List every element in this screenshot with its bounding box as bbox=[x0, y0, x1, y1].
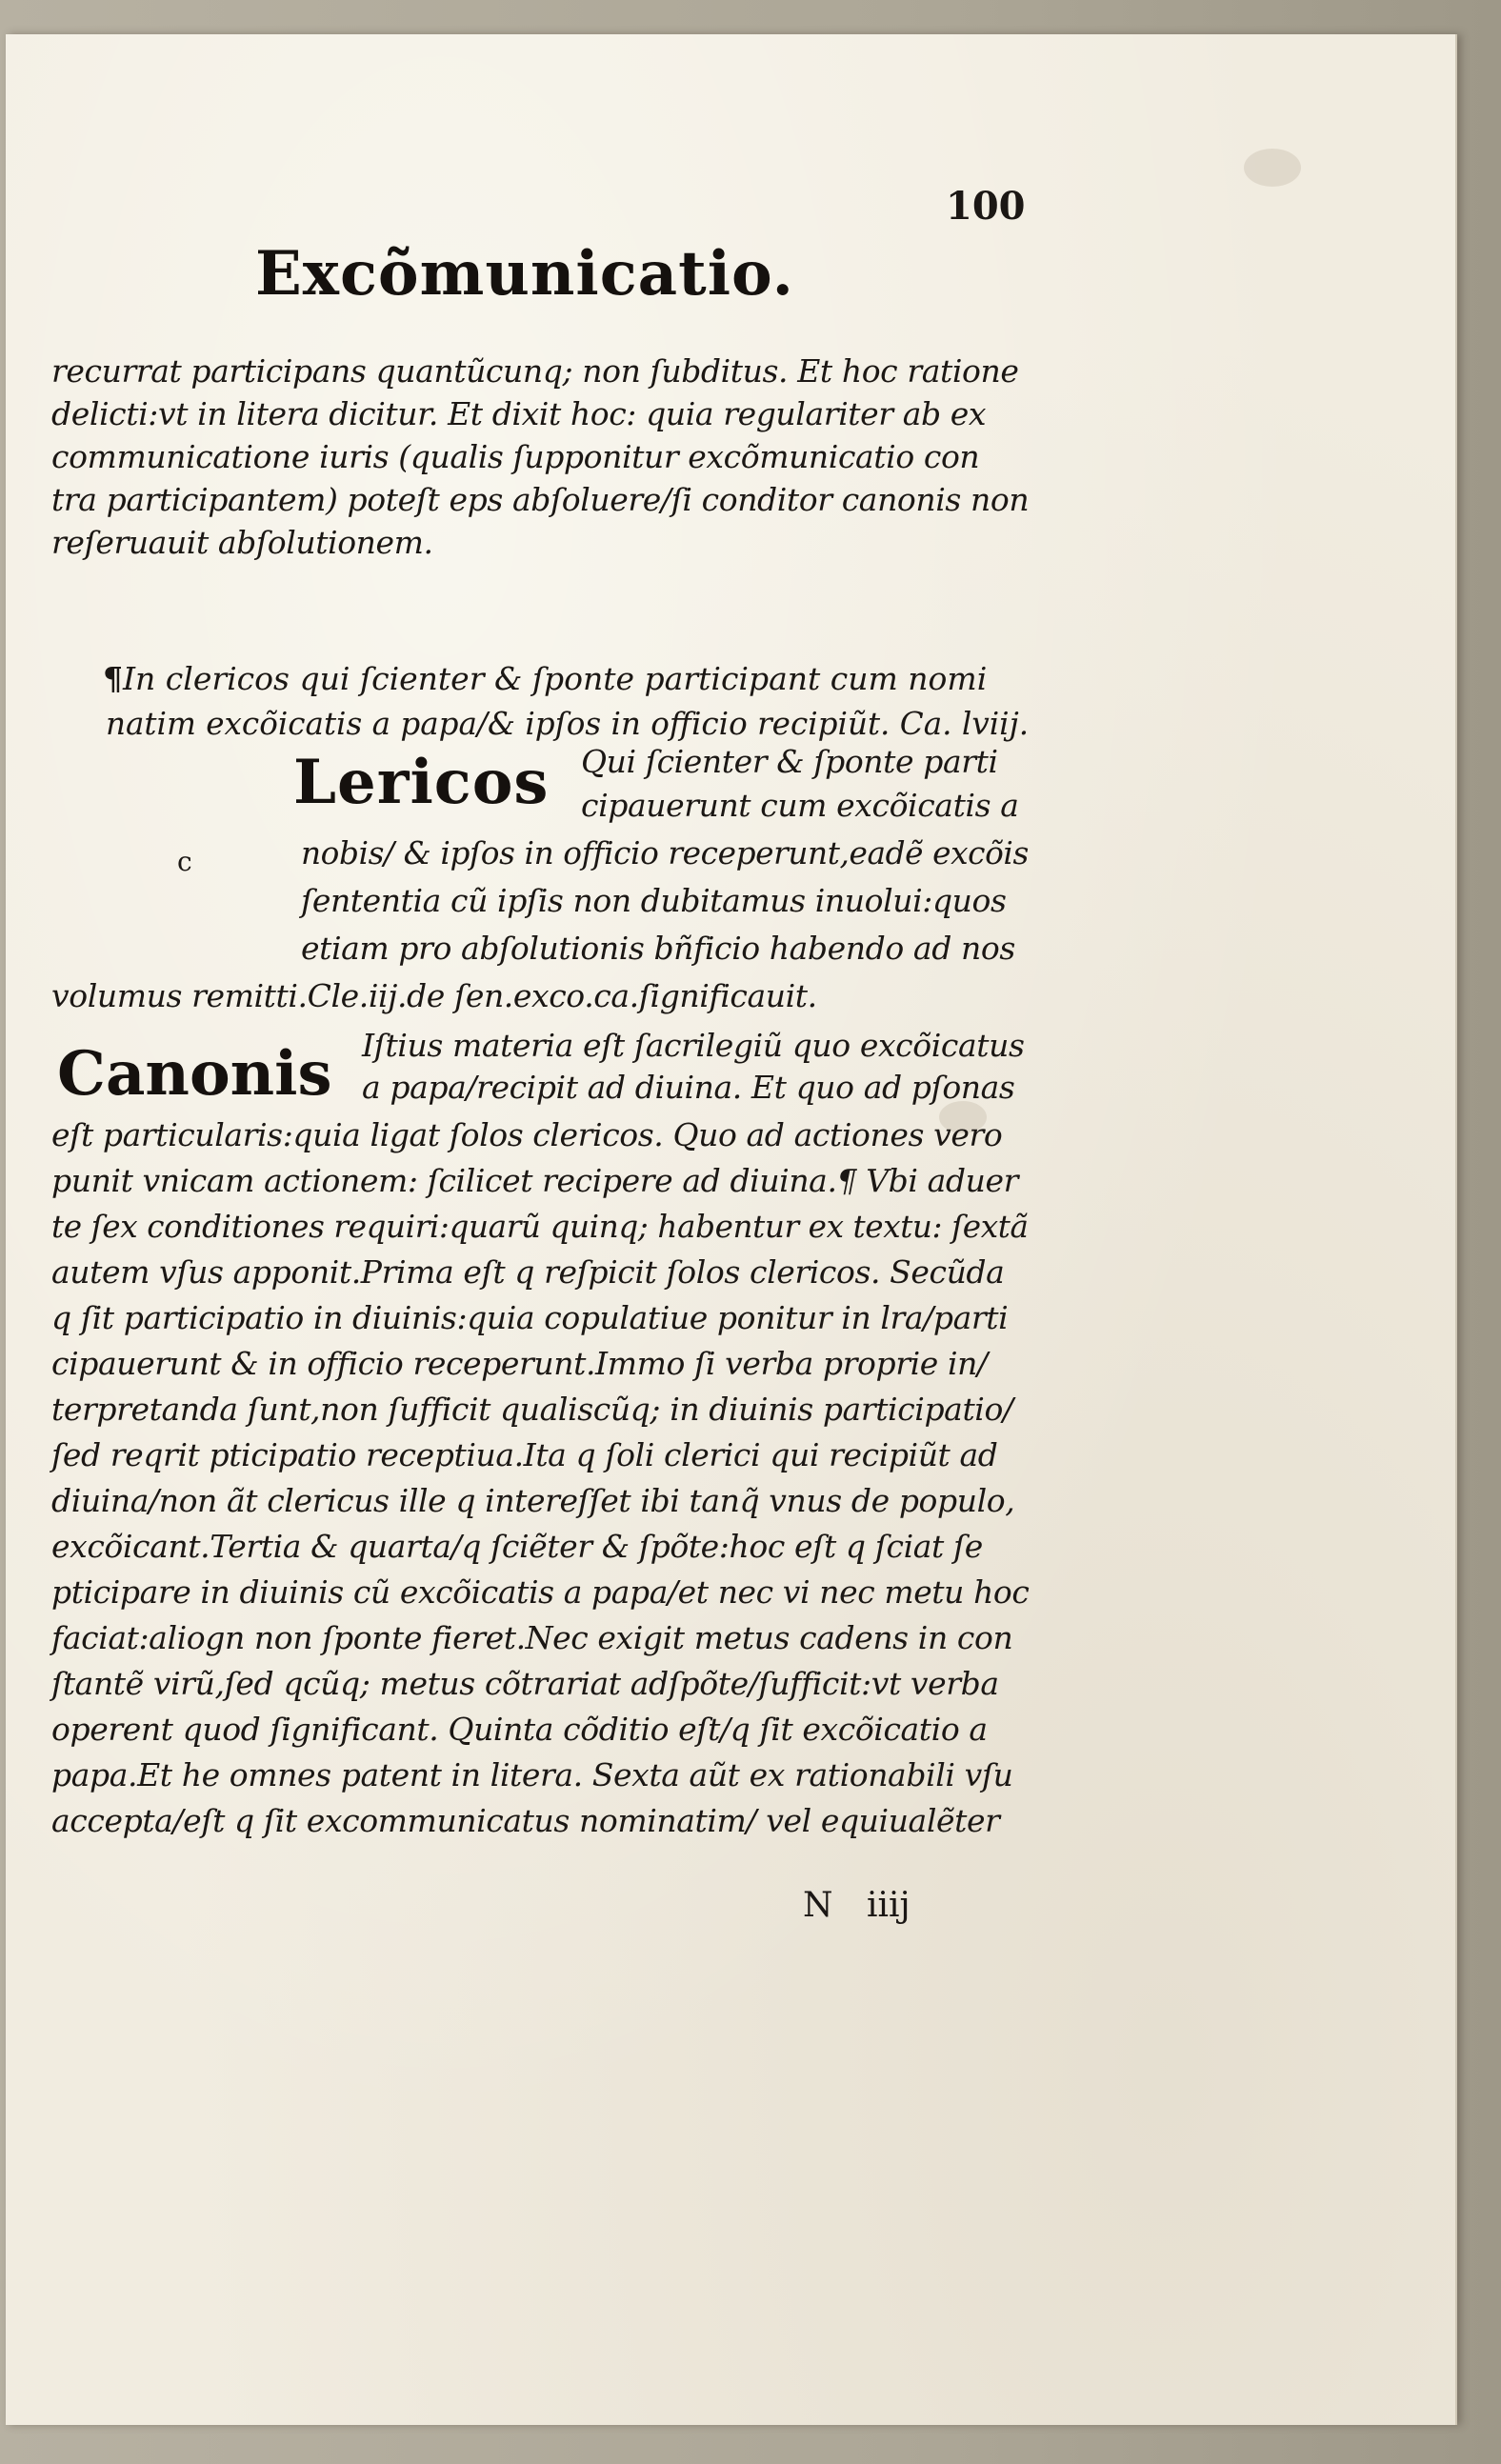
text-line: Iſtius materia eſt ſacrilegiũ quo excõicatus bbox=[362, 1027, 1025, 1064]
text-line: volumus remitti.Cle.iij.de ſen.exco.ca.ſignificauit. bbox=[51, 977, 817, 1014]
text-line: communicatione iuris (qualis ſupponitur excõmunicatio con bbox=[51, 438, 980, 475]
text-line: Qui ſcienter & ſponte parti bbox=[581, 743, 998, 780]
text-line: cipauerunt & in officio receperunt.Immo ſi verba proprie in/ bbox=[51, 1345, 988, 1382]
text-line: punit vnicam actionem: ſcilicet recipere ad diuina.¶ Vbi aduer bbox=[51, 1162, 1018, 1199]
text-line: ſed reqrit pticipatio receptiua.Ita q ſoli clerici qui recipiũt ad bbox=[51, 1436, 998, 1473]
text-line: q ſit participatio in diuinis:quia copulatiue ponitur in lra/parti bbox=[51, 1299, 1009, 1336]
text-line: ſententia cũ ipſis non dubitamus inuolui:quos bbox=[301, 882, 1007, 919]
commentary-initial-word: Canonis bbox=[57, 1038, 332, 1110]
canon-initial-word: Lericos bbox=[293, 747, 550, 818]
chapter-heading-line bbox=[103, 657, 987, 701]
signature-mark: N iiij bbox=[803, 1886, 911, 1925]
text-line: delicti:vt in litera dicitur. Et dixit hoc: quia regulariter ab ex bbox=[51, 395, 987, 432]
text-line: te ſex conditiones requiri:quarũ quinq; habentur ex textu: ſextã bbox=[51, 1208, 1029, 1245]
text-line: cipauerunt cum excõicatis a bbox=[581, 787, 1019, 824]
text-line: recurrat participans quantũcunq; non ſubditus. Et hoc ratione bbox=[51, 352, 1019, 390]
text-line: etiam pro abſolutionis bñficio habendo ad nos bbox=[301, 930, 1015, 967]
running-head: Excõmunicatio. bbox=[255, 238, 794, 310]
chapter-heading-text: In clericos qui ſcienter & ſponte participant cum nomi bbox=[123, 660, 988, 697]
text-line: a papa/recipit ad diuina. Et quo ad pſonas bbox=[362, 1069, 1015, 1106]
text-line: autem vſus apponit.Prima eſt q reſpicit ſolos clericos. Secũda bbox=[51, 1253, 1005, 1291]
page-number: 100 bbox=[946, 184, 1026, 229]
chapter-heading-text: natim excõicatis a papa/& ipſos in officio recipiũt. Ca. lviij. bbox=[106, 705, 1030, 742]
text-line: excõicant.Tertia & quarta/q ſciẽter & ſpõte:hoc eſt q ſciat ſe bbox=[51, 1528, 983, 1565]
text-line: eſt particularis:quia ligat ſolos clericos. Quo ad actiones vero bbox=[51, 1116, 1003, 1153]
paper-stain bbox=[1244, 149, 1301, 187]
text-line: tra participantem) poteſt eps abſoluere/ſi conditor canonis non bbox=[51, 481, 1030, 518]
text-line: operent quod ſignificant. Quinta cõditio eſt/q ſit excõicatio a bbox=[51, 1711, 988, 1748]
text-line: diuina/non ãt clericus ille q intereſſet ibi tanq̃ vnus de populo, bbox=[51, 1482, 1015, 1519]
text-line: pticipare in diuinis cũ excõicatis a papa/et nec vi nec metu hoc bbox=[51, 1573, 1030, 1611]
text-line: terpretanda ſunt,non ſufficit qualiscũq; in diuinis participatio/ bbox=[51, 1391, 1013, 1428]
chapter-heading-line bbox=[106, 702, 1029, 746]
text-line: ſtantẽ virũ,ſed qcũq; metus cõtrariat adſpõte/ſufficit:vt verba bbox=[51, 1665, 999, 1702]
margin-letter: c bbox=[177, 846, 192, 877]
text-line: nobis/ & ipſos in officio receperunt,eadẽ excõis bbox=[301, 834, 1029, 871]
text-line: papa.Et he omnes patent in litera. Sexta aũt ex rationabili vſu bbox=[51, 1756, 1013, 1793]
text-line: faciat:aliogn non ſponte fieret.Nec exigit metus cadens in con bbox=[51, 1619, 1013, 1656]
text-line: reſeruauit abſolutionem. bbox=[51, 524, 433, 561]
text-line: accepta/eſt q ſit excommunicatus nominatim/ vel equiualẽter bbox=[51, 1802, 1000, 1839]
pilcrow-mark: ¶ bbox=[103, 660, 123, 697]
